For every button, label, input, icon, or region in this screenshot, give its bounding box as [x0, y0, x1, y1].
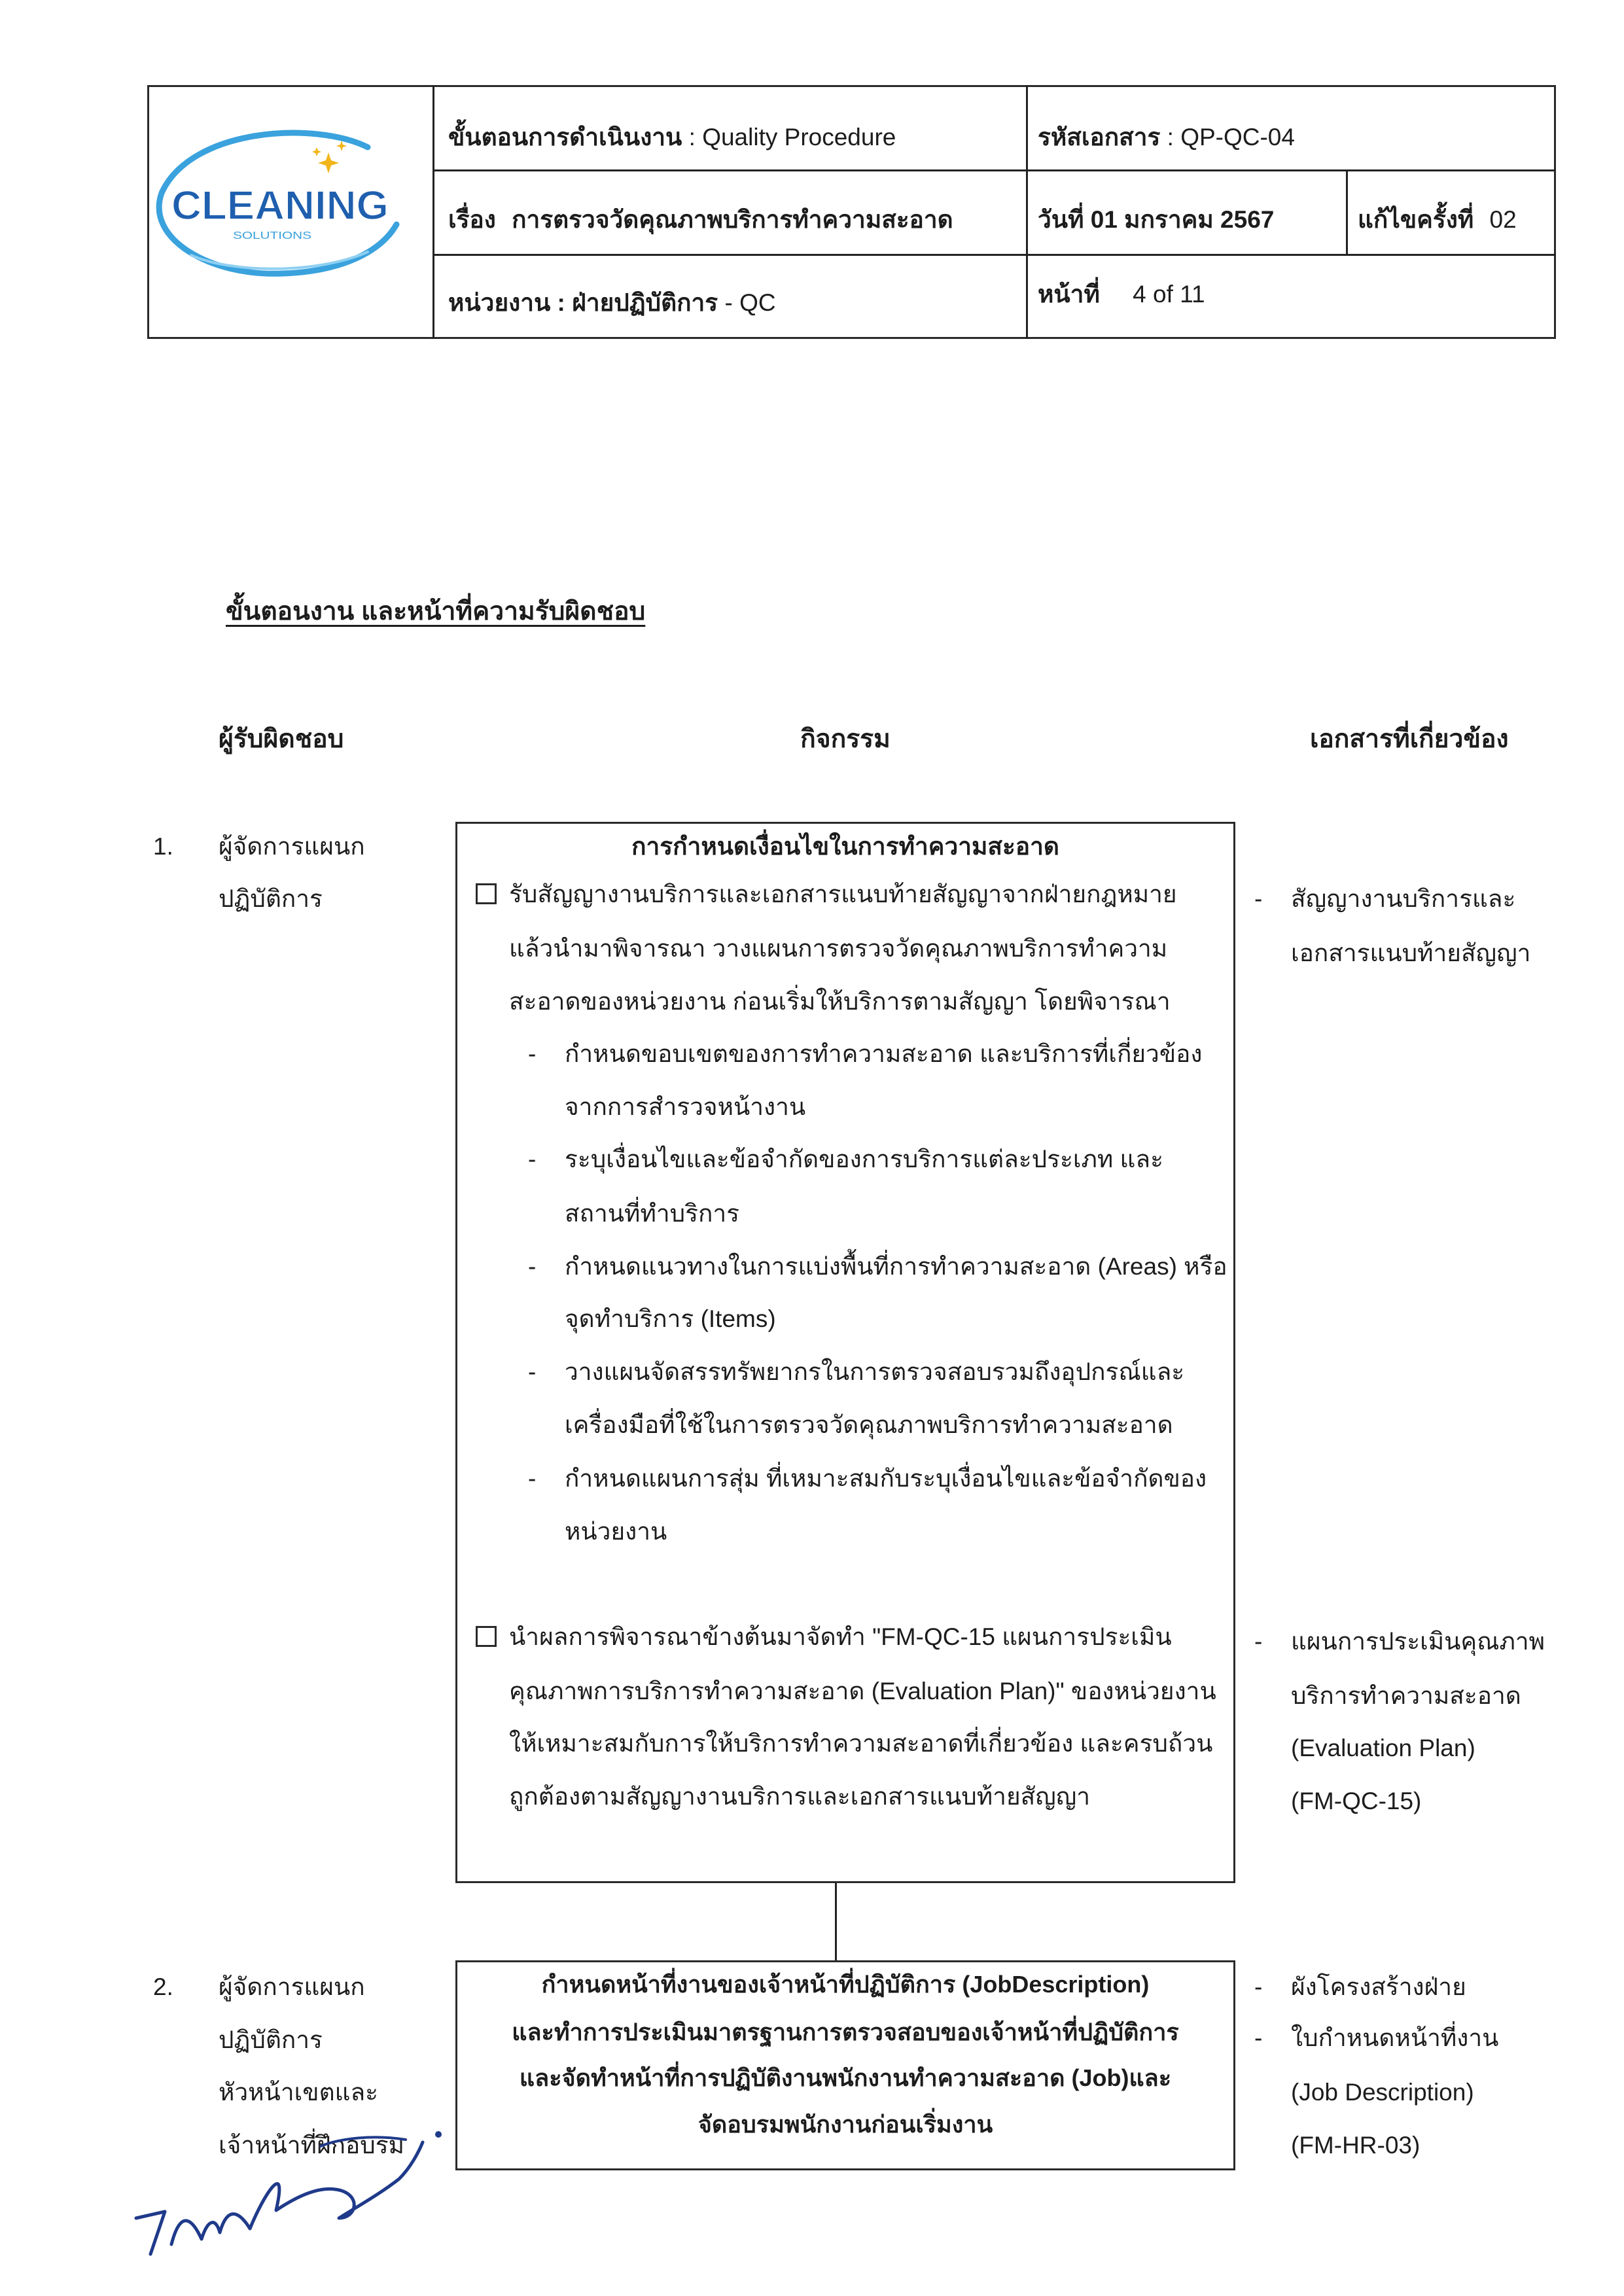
company-logo: [152, 121, 407, 285]
task-line: แล้วนำมาพิจารณา วางแผนการตรวจวัดคุณภาพบริการทำความ: [509, 935, 1168, 962]
document-line: แผนการประเมินคุณภาพ: [1291, 1628, 1545, 1655]
header-divider: [1026, 85, 1028, 339]
logo-brand: CLEANING: [171, 183, 389, 228]
header-divider: [432, 169, 1556, 171]
revision-label: แก้ไขครั้งที่: [1358, 206, 1474, 233]
doc-code-value: : QP-QC-04: [1167, 124, 1295, 150]
procedure-value: : Quality Procedure: [688, 124, 896, 150]
subject-field: [448, 203, 953, 236]
procedure-label: ขั้นตอนการดำเนินงาน: [448, 124, 682, 150]
revision-value: 02: [1489, 206, 1517, 233]
subitem-line: กำหนดขอบเขตของการทำความสะอาด และบริการที่เกี่ยวข้อง: [565, 1040, 1203, 1067]
subject-value: การตรวจวัดคุณภาพบริการทำความสะอาด: [512, 206, 953, 233]
date-field: วันที่ 01 มกราคม 2567: [1038, 206, 1275, 233]
document-line: (FM-HR-03): [1291, 2132, 1421, 2159]
document-dash: -: [1254, 2024, 1263, 2051]
step-responsible-line: ปฏิบัติการ: [219, 2026, 323, 2053]
document-line: ผังโครงสร้างฝ่าย: [1291, 1973, 1466, 2000]
step-responsible-line: เจ้าหน้าที่ฝึกอบรม: [219, 2132, 405, 2159]
doc-code-field: [1038, 121, 1295, 154]
activity-title-line: กำหนดหน้าที่งานของเจ้าหน้าที่ปฏิบัติการ (JobDescription): [541, 1971, 1150, 1998]
doc-code-label: รหัสเอกสาร: [1038, 124, 1161, 150]
step-responsible-line: ปฏิบัติการ: [219, 885, 323, 912]
task-line: นำผลการพิจารณาข้างต้นมาจัดทำ "FM-QC-15 แผนการประเมิน: [509, 1623, 1172, 1650]
subject-label: เรื่อง: [448, 206, 496, 233]
subitem-line: วางแผนจัดสรรทรัพยากรในการตรวจสอบรวมถึงอุปกรณ์และ: [565, 1358, 1185, 1385]
activity-title-line: จัดอบรมพนักงานก่อนเริ่มงาน: [697, 2111, 993, 2138]
document-dash: -: [1254, 1628, 1263, 1655]
page-label: หน้าที่: [1038, 281, 1100, 308]
task-line: ให้เหมาะสมกับการให้บริการทำความสะอาดที่เกี่ยวข้อง และครบถ้วน: [509, 1730, 1213, 1757]
document-line: บริการทำความสะอาด: [1291, 1682, 1521, 1709]
subitem-line: ระบุเงื่อนไขและข้อจำกัดของการบริการแต่ละประเภท และ: [565, 1146, 1163, 1173]
header-divider: [1346, 170, 1348, 255]
step-responsible-line: ผู้จัดการแผนก: [219, 833, 365, 860]
document-dash: -: [1254, 885, 1263, 912]
step-number: 2.: [153, 1973, 173, 2000]
step-number: 1.: [153, 833, 173, 860]
subitem-line: กำหนดแนวทางในการแบ่งพื้นที่การทำความสะอาด (Areas) หรือ: [565, 1253, 1227, 1280]
column-header-documents: เอกสารที่เกี่ยวข้อง: [1310, 725, 1509, 753]
step-responsible-line: หัวหน้าเขตและ: [219, 2079, 378, 2106]
bullet-dash: -: [528, 1146, 537, 1173]
page-value: 4 of 11: [1133, 281, 1205, 308]
task-line: คุณภาพการบริการทำความสะอาด (Evaluation Plan)" ของหน่วยงาน: [509, 1678, 1216, 1704]
flow-connector: [835, 1883, 837, 1960]
document-line: สัญญางานบริการและ: [1291, 885, 1516, 912]
header-divider: [432, 85, 434, 339]
document-line: (Evaluation Plan): [1291, 1735, 1475, 1761]
document-line: (Job Description): [1291, 2079, 1474, 2106]
subitem-line: เครื่องมือที่ใช้ในการตรวจวัดคุณภาพบริการทำความสะอาด: [565, 1411, 1173, 1438]
bullet-dash: -: [528, 1465, 537, 1492]
page-field: [1038, 278, 1205, 311]
task-line: ถูกต้องตามสัญญางานบริการและเอกสารแนบท้ายสัญญา: [509, 1783, 1091, 1810]
subitem-line: จากการสำรวจหน้างาน: [565, 1093, 806, 1120]
column-header-activity: กิจกรรม: [800, 725, 891, 753]
task-line: รับสัญญางานบริการและเอกสารแนบท้ายสัญญาจากฝ่ายกฎหมาย: [509, 881, 1177, 908]
subitem-line: จุดทำบริการ (Items): [565, 1305, 776, 1332]
logo-tagline: SOLUTIONS: [233, 230, 311, 241]
document-line: (FM-QC-15): [1291, 1788, 1422, 1814]
department-field: [448, 287, 776, 319]
checkbox-icon: [476, 1626, 497, 1647]
signature: [124, 2120, 465, 2264]
activity-title: การกำหนดเงื่อนไขในการทำความสะอาด: [631, 833, 1059, 860]
header-divider: [432, 254, 1556, 256]
sparkle-icon: [312, 141, 347, 173]
step-responsible-line: ผู้จัดการแผนก: [219, 1973, 365, 2000]
bullet-dash: -: [528, 1040, 537, 1067]
department-value: - QC: [724, 289, 776, 316]
checkbox-icon: [476, 883, 497, 904]
activity-title-line: และจัดทำหน้าที่การปฏิบัติงานพนักงานทำความสะอาด (Job)และ: [519, 2064, 1172, 2091]
subitem-line: หน่วยงาน: [565, 1518, 667, 1545]
subitem-line: กำหนดแผนการสุ่ม ที่เหมาะสมกับระบุเงื่อนไขและข้อจำกัดของ: [565, 1465, 1207, 1492]
bullet-dash: -: [528, 1358, 537, 1385]
document-line: ใบกำหนดหน้าที่งาน: [1291, 2024, 1499, 2051]
activity-box-1: [455, 822, 1235, 1883]
section-title: ขั้นตอนงาน และหน้าที่ความรับผิดชอบ: [226, 597, 646, 626]
column-header-responsible: ผู้รับผิดชอบ: [219, 725, 344, 753]
subitem-line: สถานที่ทำบริการ: [565, 1200, 740, 1227]
bullet-dash: -: [528, 1253, 537, 1280]
procedure-field: [448, 121, 896, 154]
task-line: สะอาดของหน่วยงาน ก่อนเริ่มให้บริการตามสัญญา โดยพิจารณา: [509, 988, 1171, 1015]
document-dash: -: [1254, 1973, 1263, 2000]
document-line: เอกสารแนบท้ายสัญญา: [1291, 940, 1531, 966]
department-label: หน่วยงาน : ฝ่ายปฏิบัติการ: [448, 289, 718, 316]
activity-title-line: และทำการประเมินมาตรฐานการตรวจสอบของเจ้าหน้าที่ปฏิบัติการ: [512, 2019, 1179, 2045]
revision-field: [1358, 203, 1517, 236]
